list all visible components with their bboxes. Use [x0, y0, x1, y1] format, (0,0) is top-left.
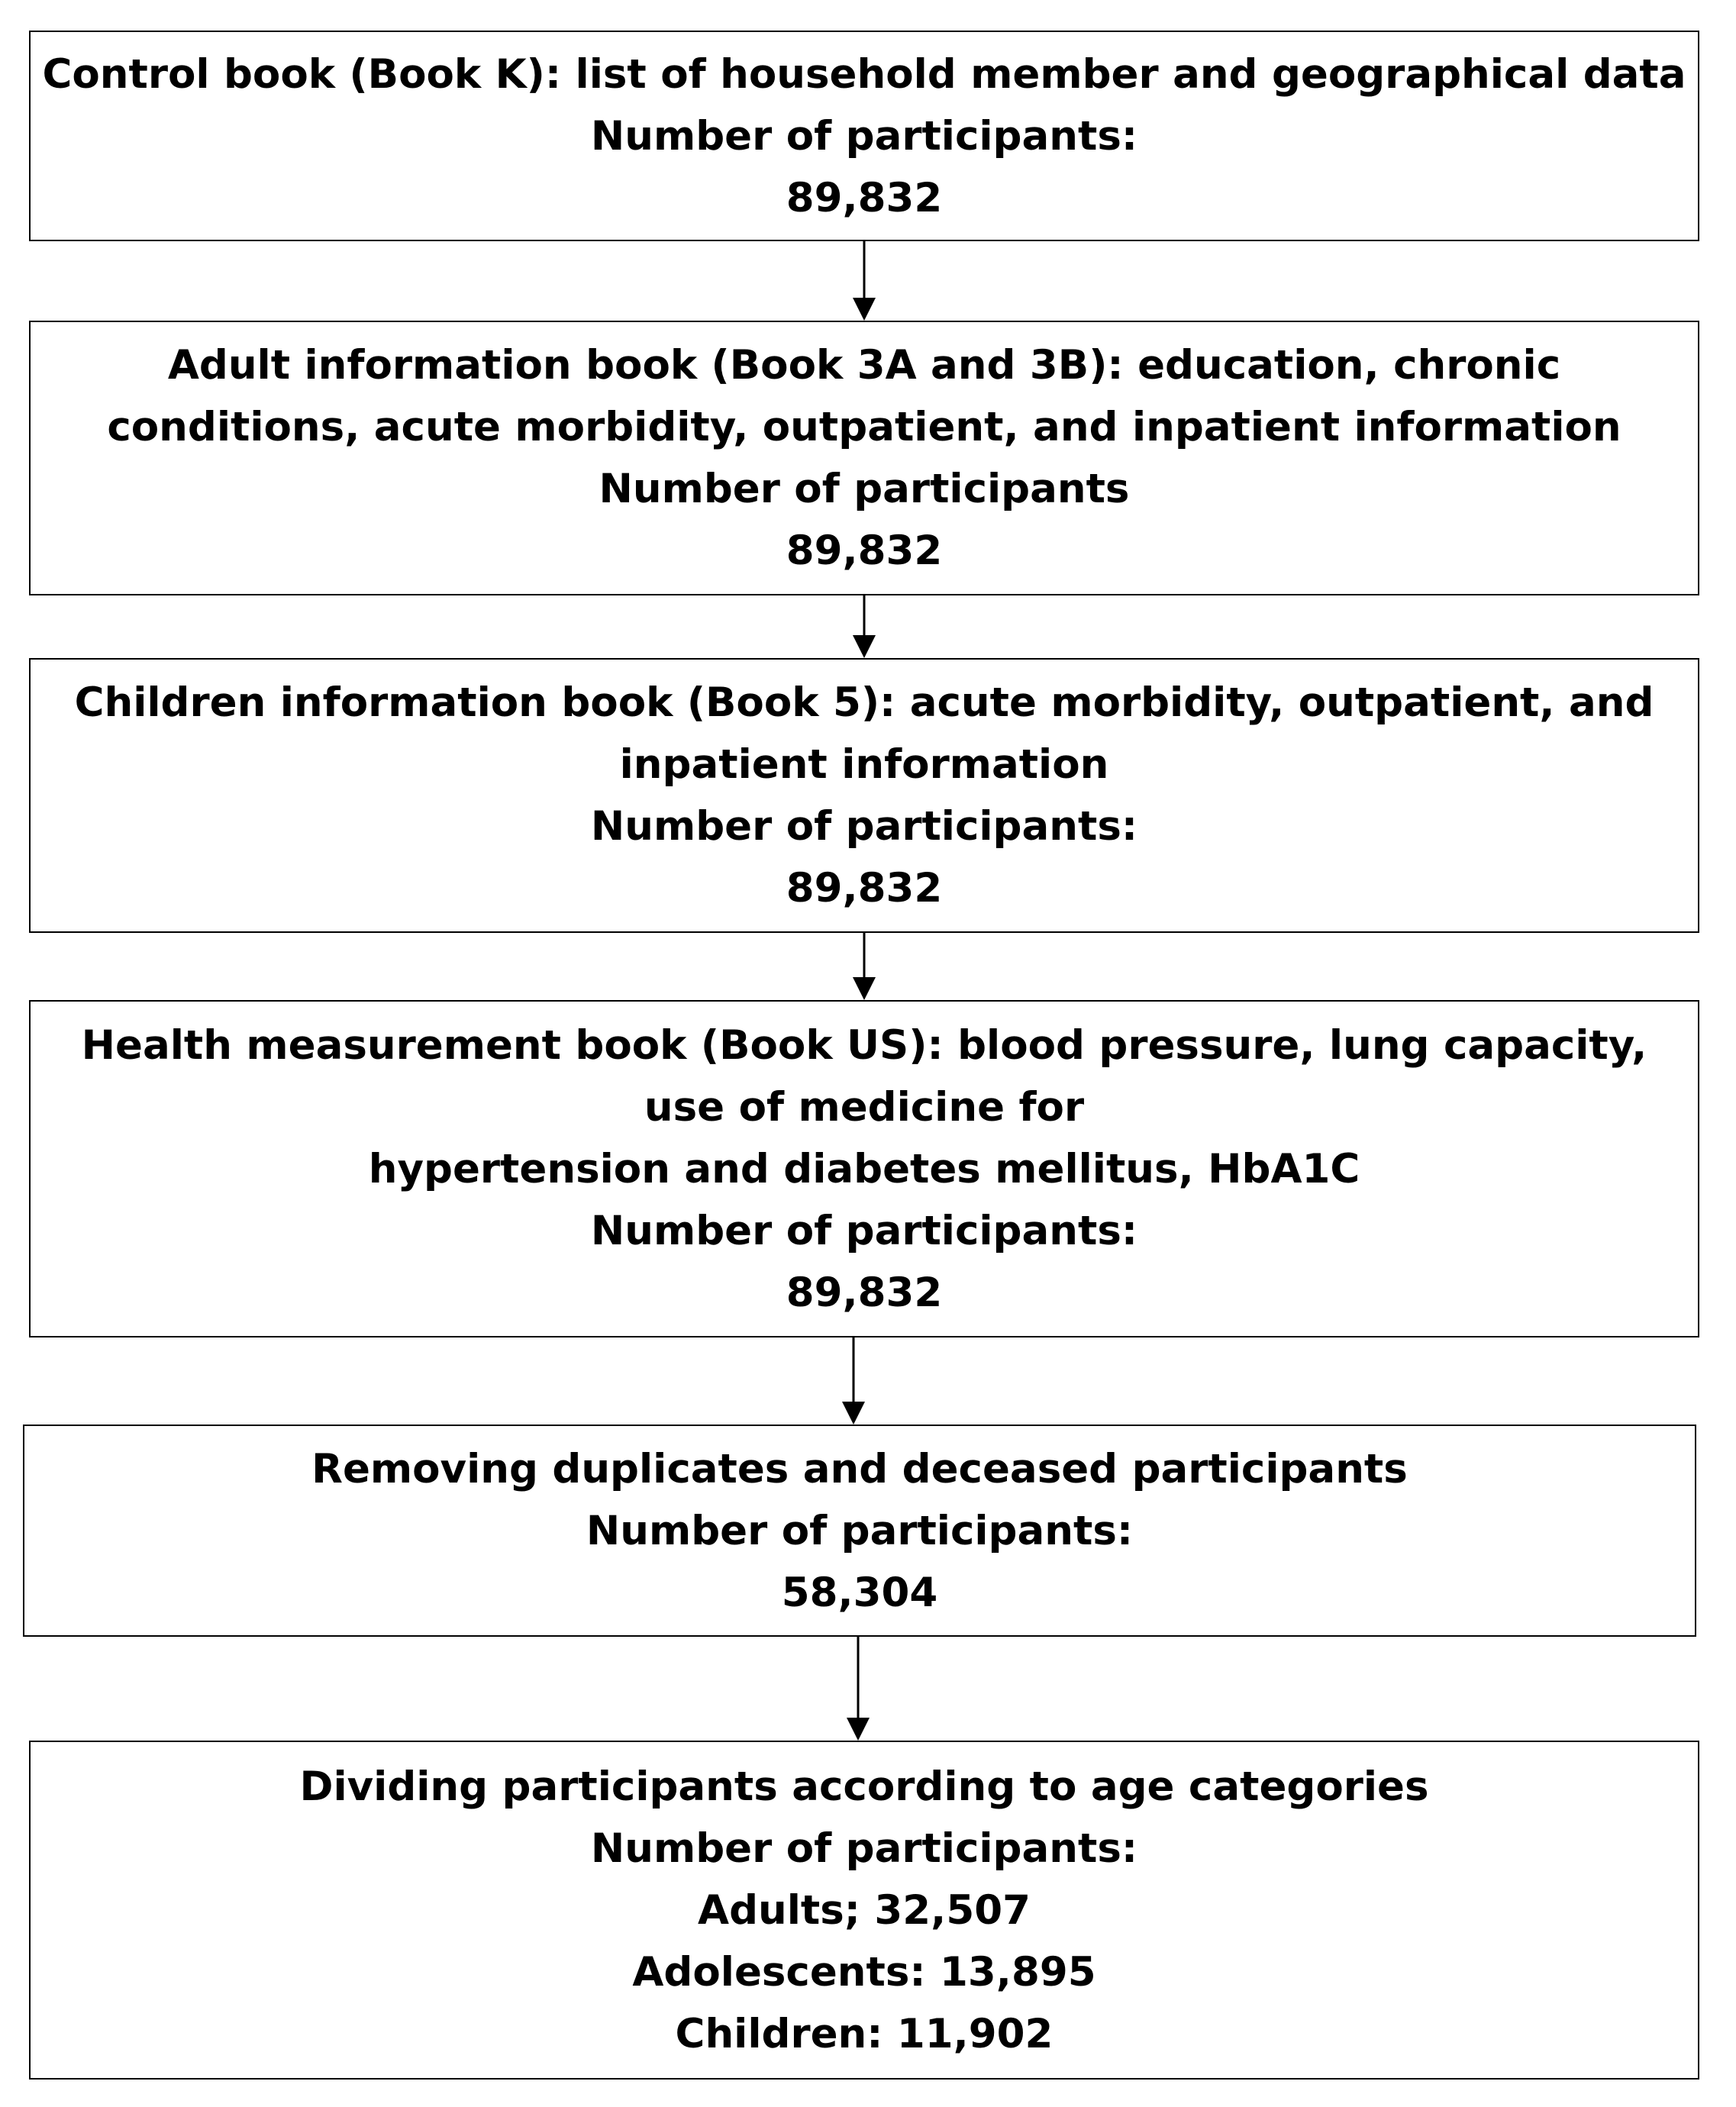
step-2-title-line-2: conditions, acute morbidity, outpatient, and inpatient information	[107, 404, 1621, 450]
step-6-title: Dividing participants according to age categories	[299, 1763, 1429, 1810]
step-4-title-line-2: use of medicine for	[644, 1083, 1085, 1131]
step-4-count-label: Number of participants:	[590, 1207, 1138, 1254]
step-3-title-line-1: Children information book (Book 5): acute morbidity, outpatient, and	[74, 679, 1654, 726]
step-4-title-line-3: hypertension and diabetes mellitus, HbA1C	[368, 1145, 1360, 1192]
step-3-count-label: Number of participants:	[590, 803, 1138, 850]
step-6-children-count: Children: 11,902	[675, 2010, 1054, 2057]
step-2-count-label: Number of participants	[599, 466, 1130, 512]
step-4-count-value: 89,832	[786, 1269, 943, 1316]
step-3-title-line-2: inpatient information	[619, 741, 1109, 788]
step-1-count-value: 89,832	[786, 174, 943, 221]
step-5-title: Removing duplicates and deceased participants	[311, 1445, 1408, 1492]
step-1-title: Control book (Book K): list of household member and geographical data	[42, 50, 1686, 98]
step-3-count-value: 89,832	[786, 865, 943, 912]
step-6-adults-count: Adults; 32,507	[698, 1886, 1031, 1934]
step-5-count-value: 58,304	[781, 1569, 938, 1616]
step-6-adolescents-count: Adolescents: 13,895	[632, 1948, 1096, 1996]
step-2-title-line-1: Adult information book (Book 3A and 3B): education, chronic	[167, 342, 1561, 389]
step-6-count-label: Number of participants:	[590, 1825, 1138, 1872]
step-2-count-value: 89,832	[786, 528, 943, 574]
step-5-count-label: Number of participants:	[586, 1507, 1134, 1554]
step-4-title-line-1: Health measurement book (Book US): blood pressure, lung capacity,	[81, 1021, 1647, 1069]
step-1-count-label: Number of participants:	[590, 112, 1138, 160]
